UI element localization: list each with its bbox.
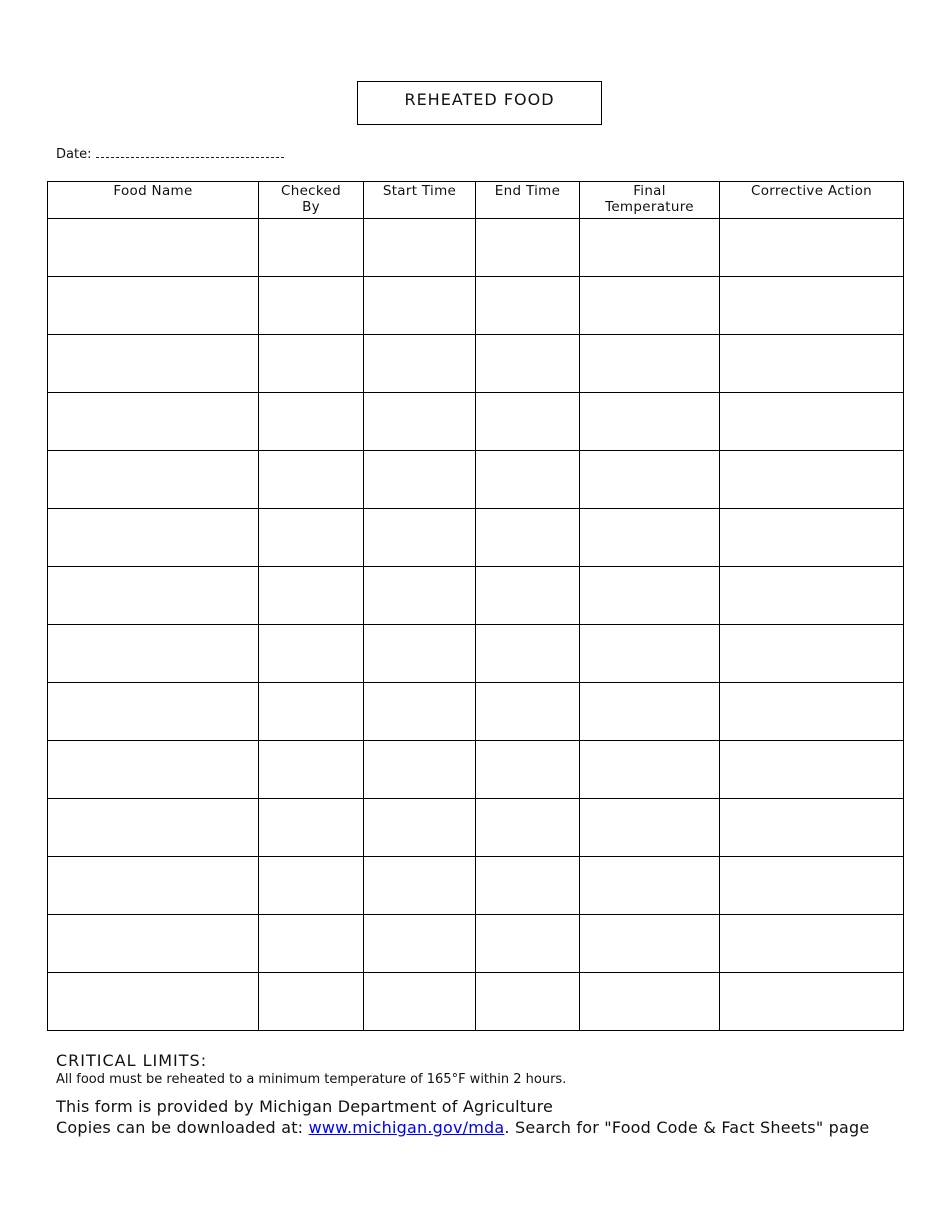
table-row <box>48 741 904 799</box>
cell-final-temperature[interactable] <box>580 277 720 335</box>
cell-checked-by[interactable] <box>259 741 364 799</box>
cell-corrective-action[interactable] <box>720 799 904 857</box>
form-title-box <box>357 81 602 125</box>
cell-corrective-action[interactable] <box>720 973 904 1031</box>
cell-end-time[interactable] <box>476 683 580 741</box>
cell-start-time[interactable] <box>364 741 476 799</box>
cell-food-name[interactable] <box>48 509 259 567</box>
cell-corrective-action[interactable] <box>720 625 904 683</box>
cell-food-name[interactable] <box>48 625 259 683</box>
table-header-row <box>48 182 904 219</box>
col-start-time: Start Time <box>364 182 476 219</box>
cell-start-time[interactable] <box>364 799 476 857</box>
table-row <box>48 799 904 857</box>
cell-final-temperature[interactable] <box>580 799 720 857</box>
cell-food-name[interactable] <box>48 857 259 915</box>
footer-download-prefix: Copies can be downloaded at: <box>56 1118 309 1137</box>
critical-limits <box>56 1051 566 1087</box>
cell-food-name[interactable] <box>48 451 259 509</box>
cell-corrective-action[interactable] <box>720 509 904 567</box>
cell-corrective-action[interactable] <box>720 277 904 335</box>
cell-start-time[interactable] <box>364 973 476 1031</box>
cell-corrective-action[interactable] <box>720 451 904 509</box>
cell-end-time[interactable] <box>476 451 580 509</box>
cell-end-time[interactable] <box>476 567 580 625</box>
cell-end-time[interactable] <box>476 219 580 277</box>
cell-end-time[interactable] <box>476 335 580 393</box>
table-row <box>48 973 904 1031</box>
cell-end-time[interactable] <box>476 857 580 915</box>
cell-food-name[interactable] <box>48 799 259 857</box>
col-corrective-action: Corrective Action <box>720 182 904 219</box>
cell-corrective-action[interactable] <box>720 219 904 277</box>
footer-provided-by: This form is provided by Michigan Department of Agriculture <box>56 1097 554 1116</box>
cell-corrective-action[interactable] <box>720 567 904 625</box>
table-body <box>48 219 904 1031</box>
cell-checked-by[interactable] <box>259 335 364 393</box>
cell-food-name[interactable] <box>48 335 259 393</box>
cell-checked-by[interactable] <box>259 509 364 567</box>
cell-final-temperature[interactable] <box>580 741 720 799</box>
cell-food-name[interactable] <box>48 741 259 799</box>
cell-checked-by[interactable] <box>259 973 364 1031</box>
table-row <box>48 335 904 393</box>
table-row <box>48 277 904 335</box>
cell-checked-by[interactable] <box>259 799 364 857</box>
cell-end-time[interactable] <box>476 393 580 451</box>
cell-food-name[interactable] <box>48 915 259 973</box>
table-row <box>48 683 904 741</box>
footer-download-line <box>56 1117 869 1138</box>
cell-corrective-action[interactable] <box>720 915 904 973</box>
col-final-temperature: Final Temperature <box>580 182 720 219</box>
cell-food-name[interactable] <box>48 277 259 335</box>
footer <box>56 1096 869 1138</box>
cell-food-name[interactable] <box>48 393 259 451</box>
cell-start-time[interactable] <box>364 277 476 335</box>
cell-food-name[interactable] <box>48 973 259 1031</box>
cell-start-time[interactable] <box>364 451 476 509</box>
cell-food-name[interactable] <box>48 683 259 741</box>
date-label: Date: <box>56 147 92 162</box>
cell-end-time[interactable] <box>476 509 580 567</box>
cell-start-time[interactable] <box>364 857 476 915</box>
cell-end-time[interactable] <box>476 973 580 1031</box>
cell-end-time[interactable] <box>476 625 580 683</box>
cell-final-temperature[interactable] <box>580 567 720 625</box>
cell-final-temperature[interactable] <box>580 335 720 393</box>
cell-final-temperature[interactable] <box>580 683 720 741</box>
cell-checked-by[interactable] <box>259 915 364 973</box>
cell-corrective-action[interactable] <box>720 393 904 451</box>
cell-start-time[interactable] <box>364 683 476 741</box>
cell-end-time[interactable] <box>476 799 580 857</box>
cell-final-temperature[interactable] <box>580 915 720 973</box>
cell-final-temperature[interactable] <box>580 393 720 451</box>
table-row <box>48 625 904 683</box>
mda-website-link[interactable]: www.michigan.gov/mda <box>308 1118 505 1137</box>
col-checked-by: Checked By <box>259 182 364 219</box>
table-row <box>48 451 904 509</box>
cell-checked-by[interactable] <box>259 393 364 451</box>
table-row <box>48 915 904 973</box>
table-row <box>48 567 904 625</box>
cell-final-temperature[interactable] <box>580 451 720 509</box>
table-row <box>48 393 904 451</box>
cell-corrective-action[interactable] <box>720 741 904 799</box>
table-row <box>48 857 904 915</box>
reheat-log-table <box>47 181 904 1031</box>
cell-corrective-action[interactable] <box>720 857 904 915</box>
cell-end-time[interactable] <box>476 277 580 335</box>
cell-final-temperature[interactable] <box>580 219 720 277</box>
cell-start-time[interactable] <box>364 915 476 973</box>
cell-start-time[interactable] <box>364 567 476 625</box>
cell-start-time[interactable] <box>364 219 476 277</box>
footer-download-suffix: . Search for "Food Code & Fact Sheets" page <box>504 1118 870 1137</box>
table-row <box>48 219 904 277</box>
critical-limits-heading: CRITICAL LIMITS: <box>56 1051 208 1070</box>
cell-corrective-action[interactable] <box>720 683 904 741</box>
cell-checked-by[interactable] <box>259 277 364 335</box>
cell-checked-by[interactable] <box>259 625 364 683</box>
cell-start-time[interactable] <box>364 393 476 451</box>
form-title: REHEATED FOOD <box>404 90 555 109</box>
date-blank-line <box>96 146 284 158</box>
table-row <box>48 509 904 567</box>
cell-checked-by[interactable] <box>259 683 364 741</box>
cell-final-temperature[interactable] <box>580 857 720 915</box>
cell-checked-by[interactable] <box>259 567 364 625</box>
cell-start-time[interactable] <box>364 509 476 567</box>
date-field <box>56 146 284 162</box>
col-end-time: End Time <box>476 182 580 219</box>
cell-final-temperature[interactable] <box>580 625 720 683</box>
cell-checked-by[interactable] <box>259 219 364 277</box>
col-food-name: Food Name <box>48 182 259 219</box>
critical-limits-rule: All food must be reheated to a minimum temperature of 165°F within 2 hours. <box>56 1072 567 1087</box>
cell-end-time[interactable] <box>476 915 580 973</box>
cell-food-name[interactable] <box>48 219 259 277</box>
cell-corrective-action[interactable] <box>720 335 904 393</box>
cell-final-temperature[interactable] <box>580 973 720 1031</box>
cell-checked-by[interactable] <box>259 451 364 509</box>
cell-end-time[interactable] <box>476 741 580 799</box>
cell-food-name[interactable] <box>48 567 259 625</box>
cell-checked-by[interactable] <box>259 857 364 915</box>
cell-start-time[interactable] <box>364 625 476 683</box>
cell-final-temperature[interactable] <box>580 509 720 567</box>
cell-start-time[interactable] <box>364 335 476 393</box>
